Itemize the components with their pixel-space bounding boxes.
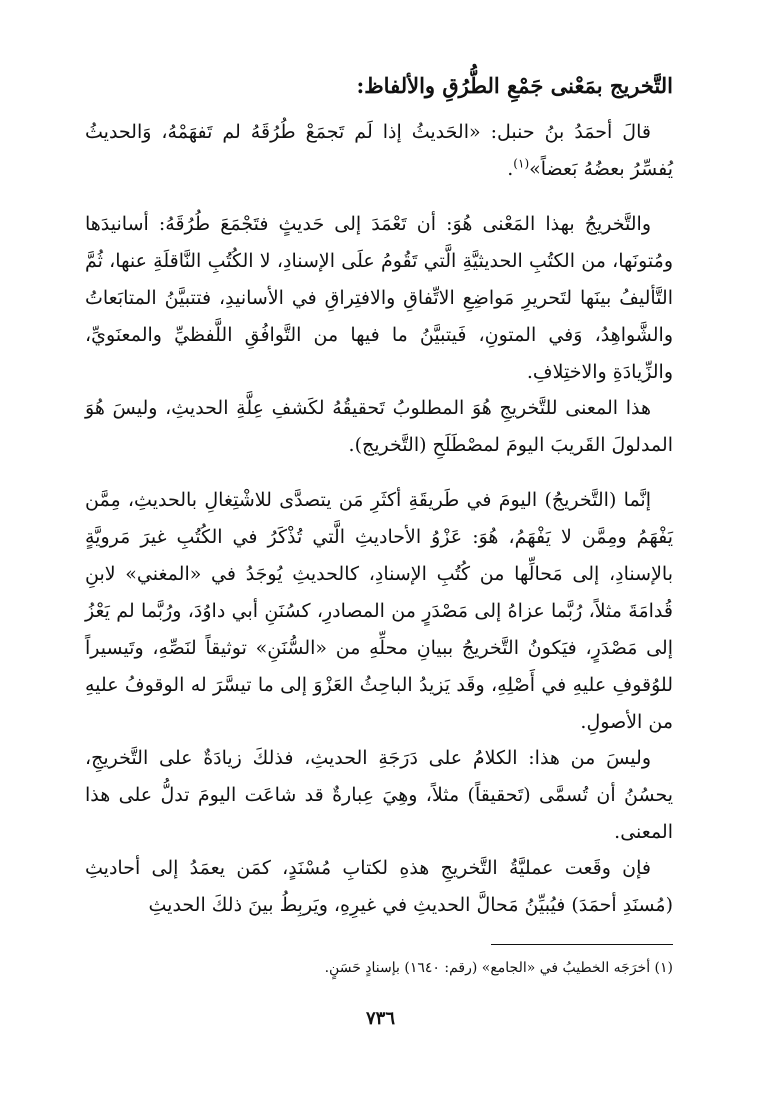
paragraph-4-text: إنَّما (التَّخريجُ) اليومَ في طَريقَةِ أكثَرِ مَن يتصدَّى للاشْتِغالِ بالحديثِ، مِمَّن يَفْهَمُ ومِمَّن لا يَفْهَمُ، هُوَ: عَزْوُ الأحاديثِ الَّتي تُذْكَرُ في الكُتُبِ غيرَ مَرويَّةٍ بالإسنادِ، إلى مَحالِّها من كُتُبِ الإسنادِ، كالحديثِ يُوجَدُ في «المغني» لابنِ قُدامَةَ مثلاً، رُبَّما عزاهُ إلى مَصْدَرٍ من المصادرِ، كسُنَنِ أبي داوُدَ، ورُبَّما لم يَعْزُ إلى مَصْدَرٍ، فيَكونُ التَّخريجُ ببيانِ محلِّهِ من «السُّنَنِ» توثيقاً لنَصِّهِ، وتَيسيراً للوُقوفِ عليهِ في أَصْلِهِ، وقَد يَزيدُ الباحِثُ العَزْوَ إلى ما تيسَّرَ له الوقوفُ عليهِ من الأصولِ. (85, 489, 673, 733)
footnote-marker: (١) (513, 156, 530, 171)
page-number: ٧٣٦ (365, 1008, 395, 1029)
paragraph-1: قالَ أحمَدُ بنُ حنبل: «الحَديثُ إذا لَم تَجمَعْ طُرُقَهُ لم تَفهَمْهُ، وَالحديثُ يُفسِّرُ بعضُهُ بَعضاً»$^{(١)}$. (85, 121, 673, 180)
paragraph-2-text: والتَّخريجُ بهذا المَعْنى هُوَ: أن تَعْمَدَ إلى حَديثٍ فتَجْمَعَ طُرُقَهُ: أسانيدَها ومُتونَها، من الكتُبِ الحديثيَّةِ الَّتي تَقُومُ علَى الإسنادِ، لا الكُتُبِ النَّاقلَةِ عنها، ثُمَّ التَّأليفُ بينَها لتَحريرِ مَواضِعِ الاتِّفاقِ والافتِراقِ في الأسانيدِ، فتتبيَّنُ المتابَعاتُ والشَّواهِدُ، وَفي المتونِ، فَيتبيَّنُ ما فيها من التَّوافُقِ اللَّفظيِّ والمعنَويِّ، والزِّيادَةِ والاختِلافِ. (85, 213, 673, 383)
paragraph-6-text: فإن وقَعت عمليَّةُ التَّخريجِ هذهِ لكتابِ مُسْنَدٍ، كمَن يعمَدُ إلى أحاديثِ (مُسنَدِ أحمَدَ) فيُبيِّنُ مَحالَّ الحديثِ في غيرِهِ، ويَربِطُ بينَ ذلكَ الحديثِ (85, 857, 673, 916)
paragraph-6 (85, 850, 673, 924)
paragraph-5 (85, 740, 673, 851)
section-heading: التَّخريج بمَعْنى جَمْعِ الطُّرُقِ والألفاظ: (356, 73, 673, 98)
paragraph-2 (85, 206, 673, 391)
footnote-divider (491, 944, 673, 945)
paragraph-4 (85, 482, 673, 741)
paragraph-3-text: هذا المعنى للتَّخريجِ هُوَ المطلوبُ تَحقيقُهُ لكَشفِ عِلَّةِ الحديثِ، وليسَ هُوَ المدلولَ القَريبَ اليومَ لمصْطَلَحِ (التَّخريج). (85, 397, 673, 456)
paragraph-5-text: وليسَ من هذا: الكلامُ على دَرَجَةِ الحديثِ، فذلكَ زيادَةٌ على التَّخريجِ، يحسُنُ أن تُسمَّى (تَحقيقاً) مثلاً، وهِيَ عِبارةٌ قد شاعَت اليومَ تدلُّ على هذا المعنى. (85, 747, 673, 843)
paragraph-1-text: قالَ أحمَدُ بنُ حنبل: «الحَديثُ إذا لَم تَجمَعْ طُرُقَهُ لم تَفهَمْهُ، وَالحديثُ يُفسِّرُ بعضُهُ بَعضاً» (85, 121, 673, 180)
paragraph-3 (85, 390, 673, 464)
footnote: (١) أخرَجَه الخطيبُ في «الجامع» (رقم: ١٦٤٠) بإسنادٍ حَسَنٍ. (324, 960, 673, 976)
